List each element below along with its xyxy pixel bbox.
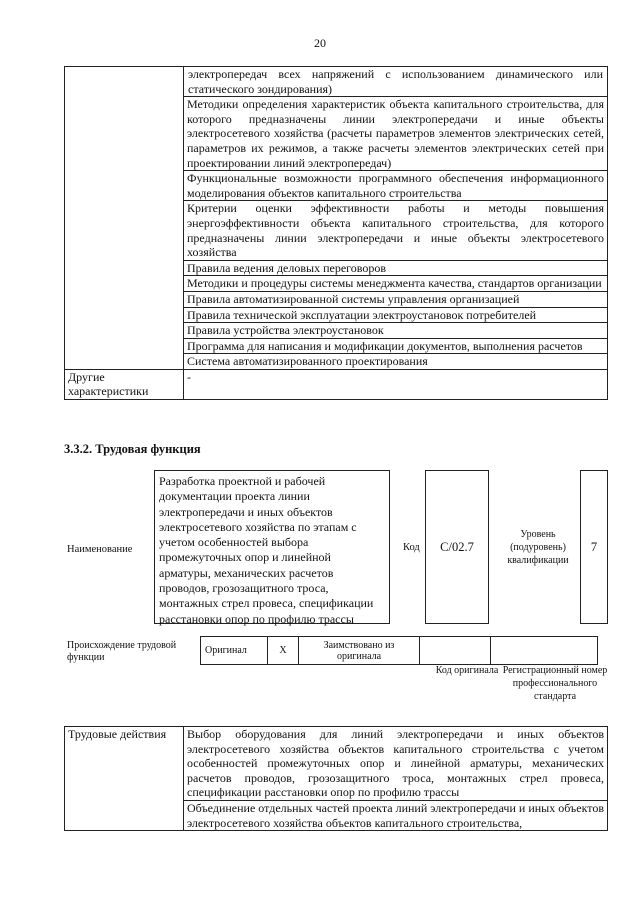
knowledge-item: Правила устройства электроустановок bbox=[184, 323, 608, 339]
knowledge-item: Правила технической эксплуатации электроустановок потребителей bbox=[184, 307, 608, 323]
origin-table bbox=[200, 636, 598, 665]
labor-action-item: Объединение отдельных частей проекта линий электропередачи и иных объектов электросетевого хозяйства объектов капитального строительства, bbox=[184, 800, 608, 830]
labor-actions-table bbox=[64, 726, 608, 831]
labor-action-item: Выбор оборудования для линий электропередачи и иных объектов электросетевого хозяйства объектов капитального строительства с учетом особенностей промежуточных опор и линейной арматуры, механических расчетов проводов, грозозащитного троса, монтажных стрел провеса, спецификации расстановки опор по профилю трассы bbox=[184, 727, 608, 801]
section-heading: 3.3.2. Трудовая функция bbox=[64, 442, 201, 456]
page-number: 20 bbox=[314, 36, 326, 50]
reg-number-caption: Регистрационный номер профессионального стандарта bbox=[502, 665, 608, 702]
knowledge-item: Методики определения характеристик объекта капитального строительства, для которого предназначены линии электропередачи и иные объекты электросетевого хозяйства (расчеты параметров элементов электрических сетей, параметров их режимов, а также расчеты элементов электрических сетей при проектировании линий электропередач) bbox=[184, 97, 608, 171]
name-label: Наименование bbox=[67, 544, 133, 555]
code-label: Код bbox=[403, 542, 420, 553]
knowledge-item: Программа для написания и модификации документов, выполнения расчетов bbox=[184, 338, 608, 354]
other-characteristics-value: - bbox=[184, 369, 608, 399]
knowledge-item: Правила автоматизированной системы управления организацией bbox=[184, 291, 608, 307]
knowledge-table bbox=[64, 66, 608, 400]
original-code-caption: Код оригинала bbox=[435, 665, 499, 676]
origin-label: Происхождение трудовой функции bbox=[67, 640, 177, 663]
original-code-cell bbox=[420, 637, 491, 665]
reg-number-cell bbox=[491, 637, 598, 665]
labor-actions-label: Трудовые действия bbox=[65, 727, 184, 831]
qualification-level-label: Уровень (подуровень) квалификации bbox=[507, 529, 569, 566]
knowledge-item: Критерии оценки эффективности работы и методы повышения энергоэффективности объекта капитального строительства, для которого предназначены линии электропередачи и иные объекты электросетевого хозяйства bbox=[184, 201, 608, 260]
code-value: C/02.7 bbox=[425, 470, 489, 624]
original-mark: X bbox=[268, 637, 299, 665]
qualification-level-value: 7 bbox=[580, 470, 608, 624]
knowledge-item: Функциональные возможности программного обеспечения информационного моделирования объектов капитального строительства bbox=[184, 171, 608, 201]
knowledge-item: Система автоматизированного проектирования bbox=[184, 354, 608, 370]
other-characteristics-label: Другие характеристики bbox=[65, 369, 184, 399]
knowledge-item: Правила ведения деловых переговоров bbox=[184, 260, 608, 276]
knowledge-item: Методики и процедуры системы менеджмента качества, стандартов организации bbox=[184, 276, 608, 292]
original-cell: Оригинал bbox=[201, 637, 268, 665]
knowledge-label-cell bbox=[65, 67, 184, 370]
borrowed-cell: Заимствовано из оригинала bbox=[299, 637, 420, 665]
knowledge-item: электропередач всех напряжений с использованием динамического или статического зондирования) bbox=[184, 67, 608, 97]
function-name-value: Разработка проектной и рабочей документации проекта линии электропередачи и иных объектов электросетевого хозяйства по этапам с учетом особенностей выбора промежуточных опор и линейной арматуры, механических расчетов проводов, грозозащитного троса, монтажных стрел провеса, спецификации расстановки опор по профилю трассы bbox=[154, 470, 390, 624]
